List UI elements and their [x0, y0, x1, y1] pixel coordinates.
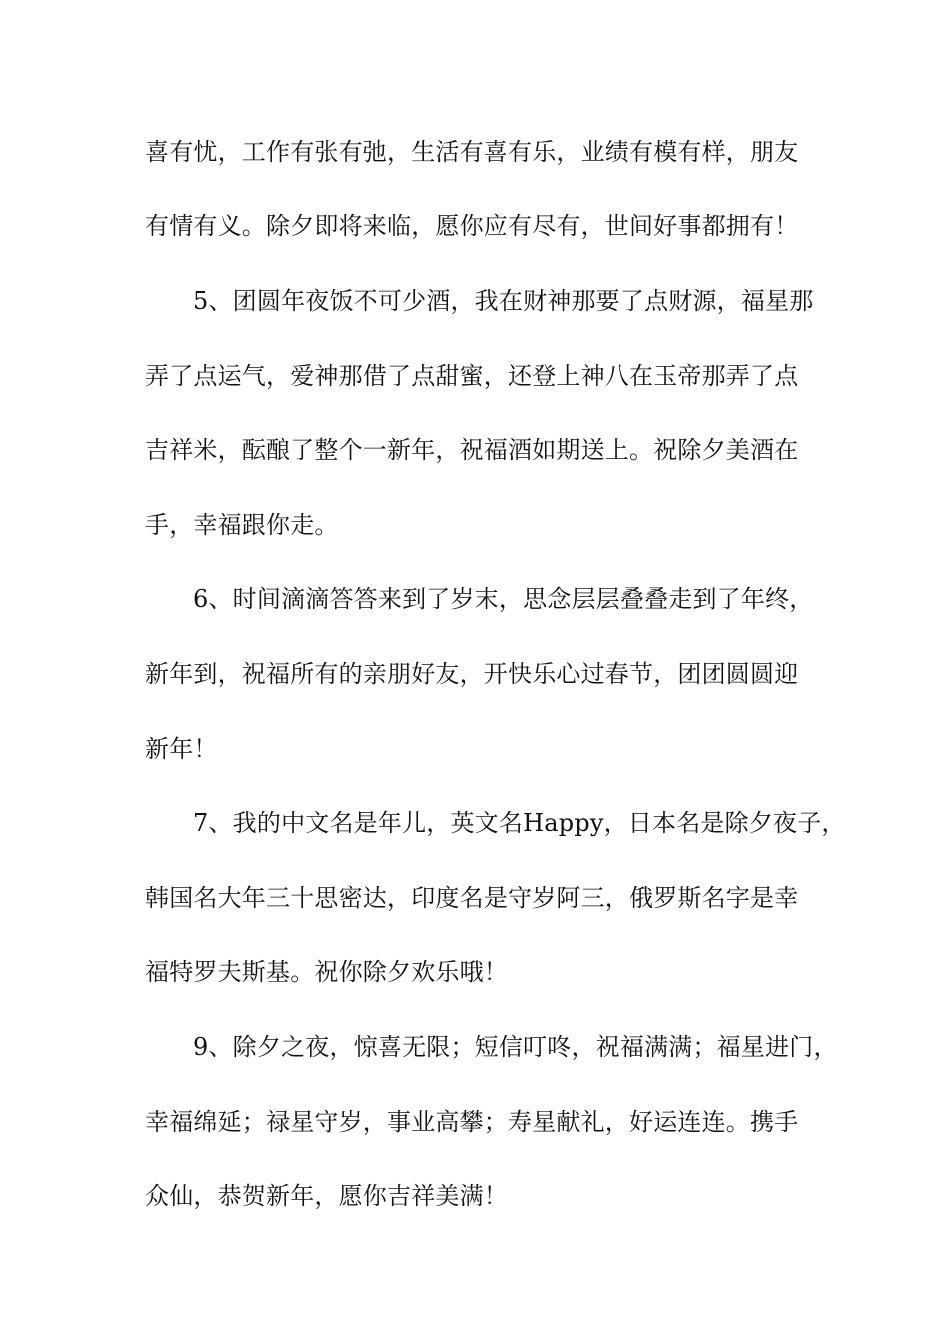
paragraph-line: 6、时间滴滴答答来到了岁末，思念层层叠叠走到了年终， — [193, 585, 814, 613]
paragraph-line: 7、我的中文名是年儿，英文名Happy，日本名是除夕夜子， — [193, 809, 846, 837]
paragraph-line: 幸福绵延；禄星守岁，事业高攀；寿星献礼，好运连连。携手 — [145, 1108, 799, 1136]
paragraph-line: 众仙，恭贺新年，愿你吉祥美满！ — [145, 1182, 508, 1210]
paragraph-line: 9、除夕之夜，惊喜无限；短信叮咚，祝福满满；福星进门， — [193, 1033, 838, 1061]
paragraph-line: 5、团圆年夜饭不可少酒，我在财神那要了点财源，福星那 — [193, 287, 814, 315]
paragraph-line: 喜有忧，工作有张有弛，生活有喜有乐，业绩有模有样，朋友 — [145, 138, 799, 166]
paragraph-line: 有情有义。除夕即将来临，愿你应有尽有，世间好事都拥有！ — [145, 212, 799, 240]
paragraph-line: 弄了点运气，爱神那借了点甜蜜，还登上神八在玉帝那弄了点 — [145, 362, 799, 390]
paragraph-line: 福特罗夫斯基。祝你除夕欢乐哦！ — [145, 958, 508, 986]
paragraph-line: 手，幸福跟你走。 — [145, 511, 339, 539]
paragraph-line: 新年到，祝福所有的亲朋好友，开快乐心过春节，团团圆圆迎 — [145, 660, 799, 688]
paragraph-line: 新年！ — [145, 735, 218, 763]
paragraph-line: 韩国名大年三十思密达，印度名是守岁阿三，俄罗斯名字是幸 — [145, 884, 799, 912]
paragraph-line: 吉祥米，酝酿了整个一新年，祝福酒如期送上。祝除夕美酒在 — [145, 436, 799, 464]
